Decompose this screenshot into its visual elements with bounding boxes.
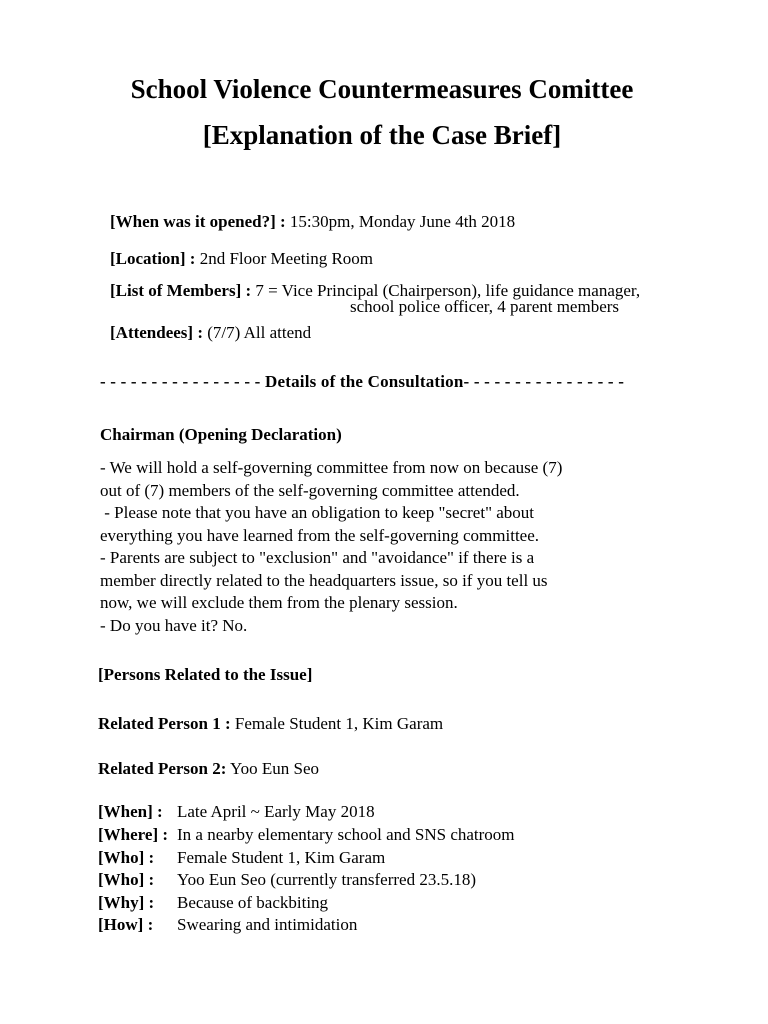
separator-dashes-right: - - - - - - - - - - - - - - -	[473, 372, 625, 391]
persons-heading: [Persons Related to the Issue]	[98, 665, 313, 684]
consultation-separator	[100, 372, 624, 392]
location-value: 2nd Floor Meeting Room	[199, 249, 374, 268]
detail-how-value: Swearing and intimidation	[177, 915, 358, 934]
document-subtitle: [Explanation of the Case Brief]	[202, 120, 562, 150]
related-person-1-label: Related Person 1 :	[98, 714, 231, 733]
members-value: 7 = Vice Principal (Chairperson), life guidance manager,	[255, 281, 641, 300]
detail-why-value: Because of backbiting	[177, 893, 329, 912]
related-person-1-value: Female Student 1, Kim Garam	[234, 714, 444, 733]
location-label: [Location] :	[110, 249, 196, 268]
detail-who-2-value: Yoo Eun Seo (currently transferred 23.5.18)	[177, 870, 477, 889]
detail-where-label: [Where] :	[98, 825, 169, 844]
members-value-continued: school police officer, 4 parent members	[350, 297, 620, 316]
detail-how-label: [How] :	[98, 915, 154, 934]
detail-when-value: Late April ~ Early May 2018	[177, 802, 375, 821]
document-title: School Violence Countermeasures Comittee	[130, 74, 634, 104]
separator-dashes-left: - - - - - - - - - - - - - - - -	[100, 372, 261, 391]
attendees-label: [Attendees] :	[110, 323, 203, 342]
location-row	[110, 249, 373, 269]
related-person-1	[98, 714, 443, 734]
chairman-heading: Chairman (Opening Declaration)	[100, 425, 342, 444]
detail-why-label: [Why] :	[98, 893, 155, 912]
separator-label: Details of the Consultation-	[264, 372, 470, 391]
related-person-2-label: Related Person 2:	[98, 759, 227, 778]
detail-who-2-label: [Who] :	[98, 870, 155, 889]
related-person-2-value: Yoo Eun Seo	[230, 759, 320, 778]
attendees-row	[110, 323, 311, 343]
detail-who-label: [Who] :	[98, 848, 155, 867]
chairman-statement: - We will hold a self-governing committee from now on because (7) out of (7) members of the self-governing committee attended. - Please note that you have an obligation to keep "secret" about everything you have learned from the self-governing committee. - Parents are subject to "exclusion" and "avoidance" if there is a member directly related to the headquarters issue, so if you tell us now, we will exclude them from the plenary session. - Do you have it? No.	[100, 458, 563, 635]
detail-where-value: In a nearby elementary school and SNS chatroom	[177, 825, 515, 844]
detail-when-label: [When] :	[98, 802, 163, 821]
detail-who-value: Female Student 1, Kim Garam	[177, 848, 386, 867]
opened-row	[110, 212, 515, 232]
opened-value: 15:30pm, Monday June 4th 2018	[289, 212, 516, 231]
attendees-value: (7/7) All attend	[207, 323, 312, 342]
related-person-2	[98, 759, 319, 779]
opened-label: [When was it opened?] :	[110, 212, 286, 231]
members-label: [List of Members] :	[110, 281, 252, 300]
